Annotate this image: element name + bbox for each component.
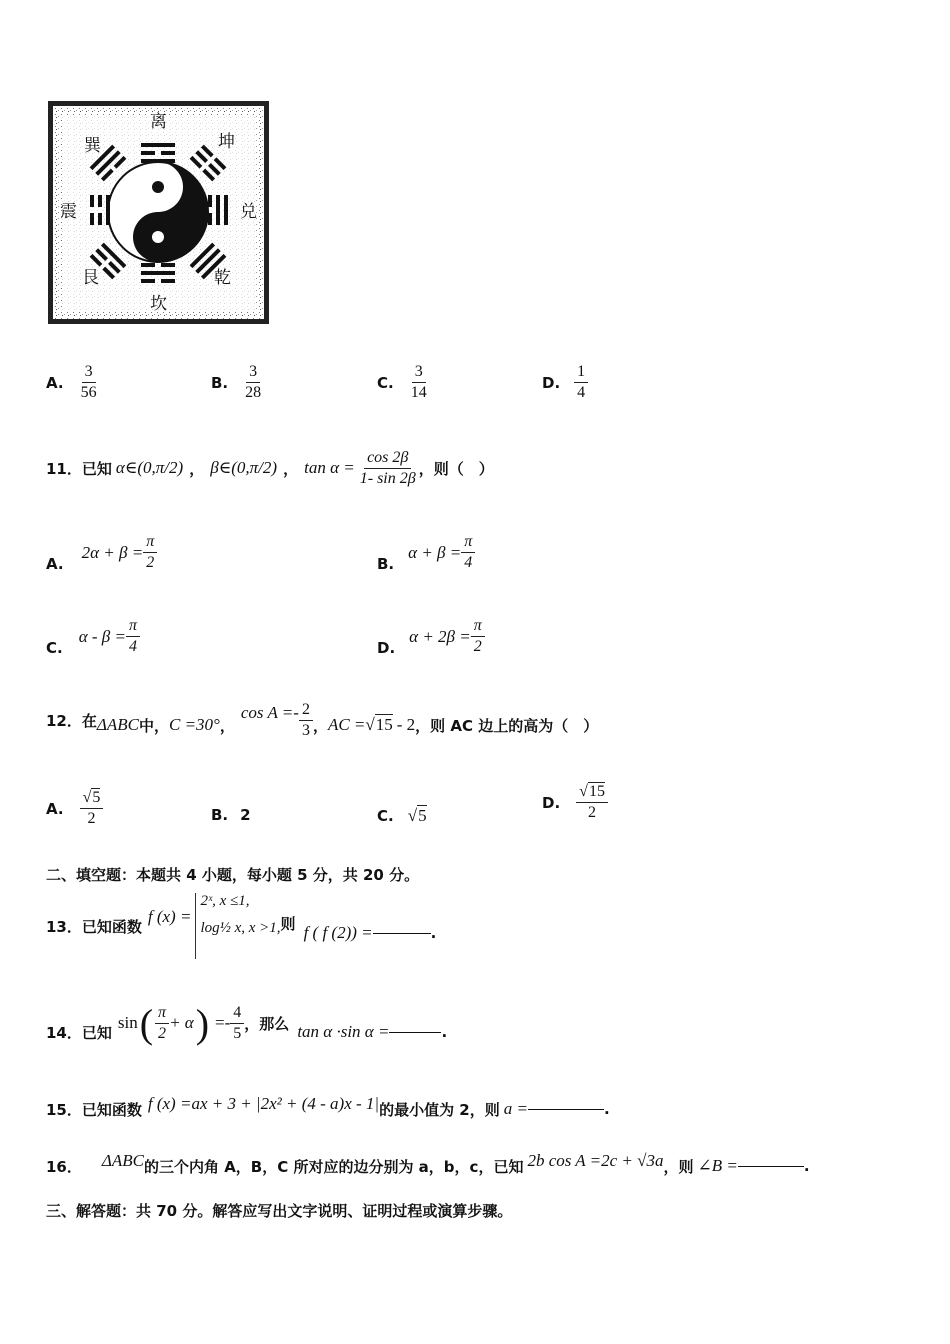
section-3-heading: 三、解答题：共 70 分。解答应写出文字说明、证明过程或演算步骤。 [46, 1202, 513, 1220]
period: . [803, 1157, 810, 1175]
triangle-name: ΔABC [101, 1151, 144, 1170]
answer-blank[interactable] [389, 1032, 441, 1033]
text-segment: 中， [138, 716, 169, 735]
q10-option-c[interactable] [377, 362, 430, 403]
inner-alpha: + α [169, 1013, 194, 1032]
fraction: $\frac{3}{14}$ [410, 363, 427, 401]
trigram-bottom: 坎 [150, 294, 167, 314]
question-suffix: ，则（ ） [418, 459, 494, 478]
option-label: C. [377, 807, 394, 825]
question-number: 12．在 [46, 711, 97, 730]
separator: ， [219, 716, 235, 735]
option-text: α + β = [408, 542, 462, 562]
q11-option-b[interactable] [377, 532, 475, 573]
option-label: A. [46, 554, 64, 573]
trigram-top-left: 巽 [84, 136, 101, 156]
question-number: 11．已知 [46, 459, 112, 478]
option-label: B. [211, 373, 229, 392]
trigram-bottom-right: 乾 [214, 268, 231, 288]
option-label: B. [377, 554, 395, 573]
question-number: 13．已知函数 [46, 917, 142, 936]
ask-expression: a = [503, 1099, 528, 1118]
trigram-right: 兑 [240, 202, 257, 222]
fraction: $\frac{3}{56}$ [80, 363, 97, 401]
option-label: C. [46, 638, 63, 657]
question-11: 11．已知 α∈(0,π/2) ， β∈(0,π/2) ， tan α = $\frac{\cos 2\beta}{1- \sin 2\beta}$ ，则（ ） [46, 448, 494, 487]
fraction: $\frac{\pi}{4}$ [126, 616, 140, 657]
period: . [603, 1100, 610, 1118]
angle-c: C =30° [168, 715, 220, 734]
ask-expression: tan α ·sin α = [297, 1022, 390, 1041]
option-label: D. [542, 373, 561, 392]
option-label: D. [542, 793, 561, 812]
fraction: $\frac{\pi}{2}$ [143, 532, 157, 573]
bagua-figure [48, 101, 269, 324]
piecewise-cases [195, 893, 280, 959]
triangle-name: ΔABC [96, 715, 139, 734]
option-value: √5 [407, 806, 427, 825]
ac-sqrt: 15 [375, 715, 393, 734]
answer-blank[interactable] [738, 1166, 804, 1167]
option-text: α + 2β = [409, 626, 471, 646]
sin-function: sin [117, 1013, 138, 1032]
question-12: 12．在 ΔABC 中， C =30° ， cos A =- $\frac{2}{3}$ ， AC = √15 - 2 ，则 AC 边上的高为（ ） [46, 700, 599, 739]
fraction: $\frac{\pi}{2}$ [471, 616, 485, 657]
q12-option-c[interactable] [377, 806, 427, 826]
q10-option-a[interactable] [46, 362, 100, 403]
option-text: 2α + β = [81, 542, 144, 562]
condition-alpha: α∈(0,π/2) [115, 458, 184, 477]
q12-option-b[interactable] [211, 806, 251, 824]
fraction: $\frac{\pi}{4}$ [461, 532, 475, 573]
bagua-image [48, 101, 269, 324]
option-label: C. [377, 373, 394, 392]
trigram-left: 震 [60, 202, 77, 222]
question-number: 16． [46, 1157, 82, 1176]
text-segment: ，那么 [244, 1014, 290, 1033]
ac-lhs: AC = [327, 715, 366, 734]
text-segment: 的最小值为 2，则 [379, 1100, 500, 1119]
ask-expression: ∠B = [697, 1156, 738, 1175]
equals: =- [215, 1013, 231, 1032]
cos-lhs: cos A =- [240, 703, 299, 722]
trigram-bottom-left: 艮 [82, 268, 99, 288]
q11-option-a[interactable] [46, 532, 157, 573]
question-14: 14．已知 sin ( $\frac{\pi}{2}$ + α ) =- $\frac{4}{5}$ ，那么 tan α ·sin α = . [46, 1000, 448, 1046]
q11-option-c[interactable] [46, 616, 140, 657]
fraction: $\frac{4}{5}$ [230, 1003, 244, 1044]
condition-beta: β∈(0,π/2) [210, 458, 278, 477]
period: . [430, 924, 437, 942]
section-2-heading: 二、填空题：本题共 4 小题，每小题 5 分，共 20 分。 [46, 866, 420, 884]
case-1: 2ˣ, x ≤1, [200, 893, 250, 909]
function-lhs: f (x) = [147, 907, 192, 926]
q11-option-d[interactable] [377, 616, 485, 657]
text-segment: 的三个内角 A，B，C 所对应的边分别为 a，b，c，已知 [143, 1157, 524, 1176]
condition-tan-fraction: $\frac{\cos 2\beta}{1- \sin 2\beta}$ [359, 448, 416, 487]
cos-fraction: $\frac{2}{3}$ [299, 700, 313, 741]
option-text: α - β = [78, 626, 126, 646]
option-value: $\frac{√5}{2}$ [80, 788, 104, 829]
question-number: 14．已知 [46, 1023, 112, 1042]
option-label: D. [377, 638, 396, 657]
function-expression: f (x) =ax + 3 + |2x² + (4 - a)x - 1| [147, 1094, 380, 1113]
text-segment: 则 [280, 914, 296, 933]
fraction: $\frac{1}{4}$ [574, 362, 588, 403]
fraction: $\frac{3}{28}$ [245, 363, 262, 401]
question-13 [46, 890, 436, 962]
q10-option-d[interactable] [542, 362, 588, 403]
question-number: 15．已知函数 [46, 1100, 142, 1119]
period: . [441, 1023, 448, 1041]
option-label: A. [46, 373, 64, 392]
q12-option-a[interactable] [46, 788, 103, 829]
q12-option-d[interactable] [542, 782, 608, 823]
question-15 [46, 1084, 610, 1124]
pi-over-2: $\frac{\pi}{2}$ [155, 1003, 169, 1044]
trigram-top-right: 坤 [218, 132, 235, 152]
option-value: $\frac{√15}{2}$ [576, 782, 608, 823]
question-suffix: ，则 AC 边上的高为（ ） [415, 716, 599, 735]
condition-tan-lhs: tan α = [304, 458, 355, 477]
q10-option-b[interactable] [211, 362, 264, 403]
option-value: 2 [240, 806, 251, 824]
ac-rest: - 2 [396, 715, 416, 734]
question-16 [46, 1144, 810, 1178]
option-label: B. [211, 806, 229, 824]
case-2: log½ x, x >1, [200, 920, 281, 936]
given-equation: 2b cos A =2c + √3a [527, 1151, 664, 1170]
trigram-top: 离 [150, 112, 167, 132]
answer-blank[interactable] [528, 1109, 604, 1110]
text-segment: ，则 [663, 1157, 694, 1176]
option-label: A. [46, 799, 64, 818]
ask-expression: f ( f (2)) = [303, 923, 373, 942]
answer-blank[interactable] [373, 933, 431, 934]
